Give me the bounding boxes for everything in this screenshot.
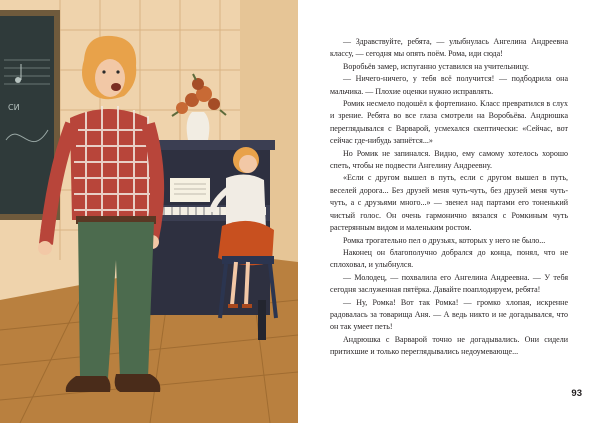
paragraph: — Ну, Ромка! Вот так Ромка! — громко хлопая, искренне радовалась за товарища Аня. — А ведь никто и не догадывался, что он так умеет петь! (330, 297, 568, 332)
sheet-music (170, 178, 210, 202)
paragraph: — Ничего-ничего, у тебя всё получится! — подбодрила она мальчика. — Плохие оценки нужно исправлять. (330, 74, 568, 96)
text-page (298, 0, 600, 423)
paragraph: Воробьёв замер, испуганно уставился на учительницу. (343, 61, 530, 71)
paragraph: «Если с другом вышел в путь, если с другом вышел в путь, веселей дорога... Без друзей меня чуть-чуть, без друзей меня чуть-чуть, а с друзьями много...» — звенел над партами его тоненький чистый голос. Он очень гармонично вязался с Ромкиным чуть растерянным видом и маленьким ростом. (330, 173, 568, 233)
illustration (0, 0, 298, 423)
paragraph: Но Ромик не запинался. Видно, ему самому хотелось хорошо спеть, чтобы не подвести Ангелину Андреевну. (330, 148, 568, 171)
blackboard-text: СИ (8, 103, 20, 112)
paragraph: — Молодец, — похвалила его Ангелина Андреевна. — У тебя сегодня заслуженная пятёрка. Давайте поаплодируем, ребята! (330, 272, 568, 295)
paragraph: Ромка трогательно пел о друзьях, которых у него не было... (343, 235, 546, 245)
story-text (330, 36, 568, 359)
page-number: 93 (571, 388, 582, 399)
paragraph: Ромик несмело подошёл к фортепиано. Класс превратился в слух и зрение. Ребята во все глаза смотрели на Воробьёва. Андрюшка переглядывался с Варварой, усмехался скептически: «Сейчас, вот сейчас где-нибудь запнётся...» (330, 99, 568, 146)
paragraph: Наконец он благополучно добрался до конца, понял, что не сплоховал, и улыбнулся. (330, 247, 568, 270)
paragraph: — Здравствуйте, ребята, — улыбнулась Ангелина Андреевна классу, — сегодня мы опять поём. Рома, иди сюда! (330, 37, 568, 59)
paragraph: Андрюшка с Варварой точно не догадывались. Они сидели притихшие и только переглядывались недоумевающе... (330, 334, 568, 357)
